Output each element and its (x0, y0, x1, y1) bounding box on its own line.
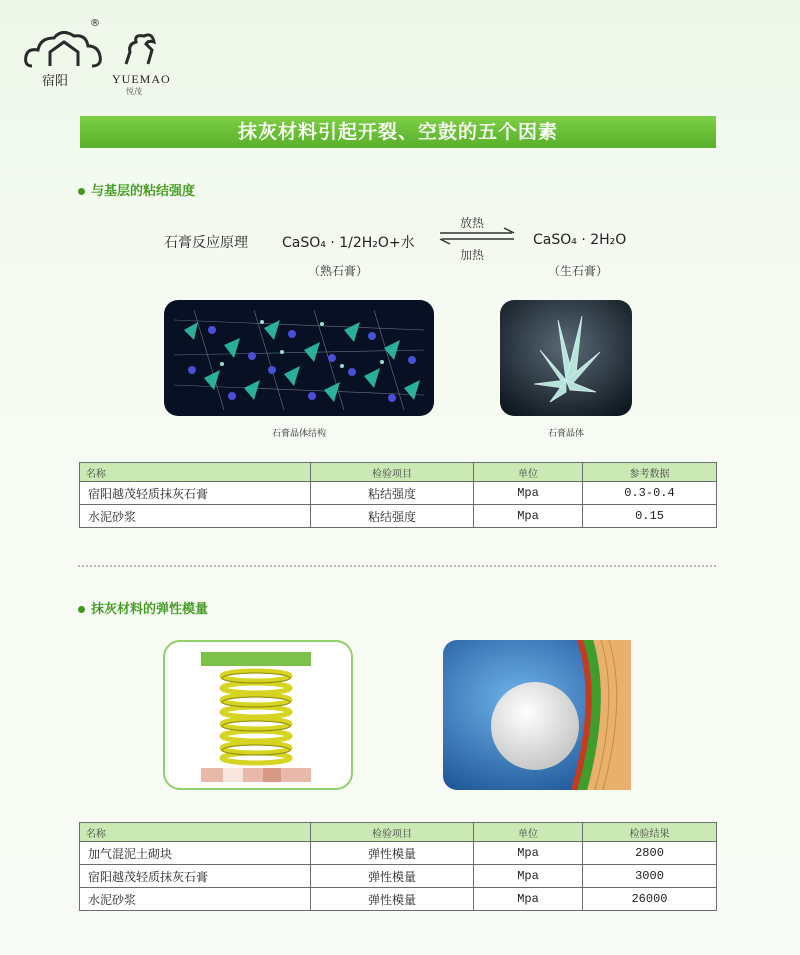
right-formula-name: （生石膏） (548, 264, 609, 278)
table-cell: 0.3-0.4 (583, 482, 717, 505)
table-cell: 宿阳越茂轻质抹灰石膏 (80, 865, 311, 888)
equation-label: 石膏反应原理 (164, 235, 248, 251)
gypsum-crystal-structure-image (164, 300, 434, 416)
table-header-row (80, 823, 717, 842)
gypsum-crystal-photo (500, 300, 632, 416)
section-heading-elastic-modulus (78, 598, 208, 617)
table-header-cell: 单位 (474, 823, 583, 842)
left-formula-name: （熟石膏） (308, 264, 369, 278)
table-cell: Mpa (474, 865, 583, 888)
table-cell: 水泥砂浆 (80, 505, 311, 528)
right-logo-subtext: 悦茂 (126, 87, 142, 96)
table-cell: 弹性模量 (311, 842, 474, 865)
table-header-cell: 检验项目 (311, 463, 474, 482)
table-cell: 粘结强度 (311, 482, 474, 505)
table-cell: 粘结强度 (311, 505, 474, 528)
arrow-bottom-label: 加热 (460, 248, 485, 262)
section-heading-text: 与基层的粘结强度 (91, 184, 196, 199)
table-header-cell: 参考数据 (583, 463, 717, 482)
section-heading-bond-strength (78, 180, 195, 199)
page-title-banner: 抹灰材料引起开裂、空鼓的五个因素 (80, 116, 716, 148)
crystal-structure-caption: 石膏晶体结构 (271, 429, 326, 439)
table-cell: 2800 (583, 842, 717, 865)
table-cell: 水泥砂浆 (80, 888, 311, 911)
table-cell: 26000 (583, 888, 717, 911)
arrow-top-label: 放热 (460, 216, 485, 230)
reversible-arrow-icon (436, 226, 518, 246)
ball-impact-illustration (443, 640, 631, 790)
registered-mark: ® (90, 18, 100, 29)
table-row (80, 842, 717, 865)
table-row (80, 505, 717, 528)
table-cell: 0.15 (583, 505, 717, 528)
left-logo-text: 宿阳 (42, 74, 69, 89)
table-cell: 3000 (583, 865, 717, 888)
table-cell: Mpa (474, 842, 583, 865)
table-cell: 弹性模量 (311, 865, 474, 888)
table-header-cell: 名称 (80, 463, 311, 482)
section-divider (78, 565, 716, 567)
bullet-dot-icon (78, 188, 85, 195)
bullet-dot-icon (78, 606, 85, 613)
table-row (80, 888, 717, 911)
table-cell: Mpa (474, 888, 583, 911)
table-header-cell: 名称 (80, 823, 311, 842)
table-header-row (80, 463, 717, 482)
table-header-cell: 检验项目 (311, 823, 474, 842)
table-header-cell: 检验结果 (583, 823, 717, 842)
elastic-modulus-table (79, 822, 717, 911)
table-cell: 宿阳越茂轻质抹灰石膏 (80, 482, 311, 505)
table-header-cell: 单位 (474, 463, 583, 482)
right-logo-text: YUEMAO (112, 72, 171, 86)
crystal-photo-caption: 石膏晶体 (547, 429, 584, 439)
section-heading-text: 抹灰材料的弹性模量 (91, 602, 209, 617)
bond-strength-table (79, 462, 717, 528)
table-cell: 弹性模量 (311, 888, 474, 911)
table-cell: 加气混泥土砌块 (80, 842, 311, 865)
table-cell: Mpa (474, 482, 583, 505)
spring-compression-illustration (163, 640, 353, 790)
table-row (80, 865, 717, 888)
goat-logo-icon (118, 30, 162, 70)
table-cell: Mpa (474, 505, 583, 528)
table-row (80, 482, 717, 505)
left-formula: CaSO₄ · 1/2H₂O+水 (282, 235, 415, 251)
right-formula: CaSO₄ · 2H₂O (533, 232, 627, 248)
